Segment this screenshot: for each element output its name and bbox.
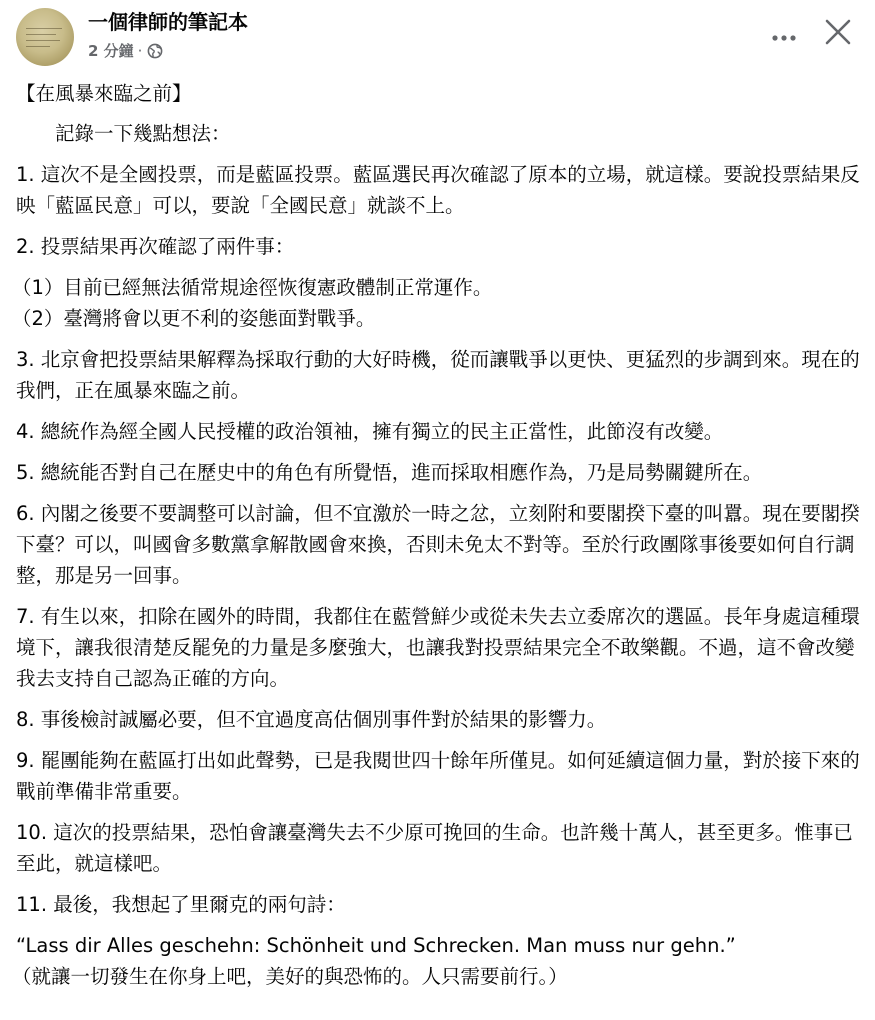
quote-german: “Lass dir Alles geschehn: Schönheit und Schrecken. Man muss nur gehn.”	[16, 934, 736, 957]
quote-translation: （就讓一切發生在你身上吧，美好的與恐怖的。人只需要前行。）	[12, 965, 568, 988]
more-options-button[interactable]	[766, 18, 802, 54]
paragraph-3: 3. 北京會把投票結果解釋為採取行動的大好時機，從而讓戰爭以更快、更猛烈的步調到來。現在的我們，正在風暴來臨之前。	[16, 348, 860, 402]
more-horizontal-icon	[770, 27, 798, 46]
paragraph-8: 8. 事後檢討誠屬必要，但不宜過度高估個別事件對於結果的影響力。	[16, 708, 607, 731]
close-icon	[825, 19, 851, 49]
paragraph-4: 4. 總統作為經全國人民授權的政治領袖，擁有獨立的民主正當性，此節沒有改變。	[16, 420, 724, 443]
paragraph-2: 2. 投票結果再次確認了兩件事：	[16, 235, 295, 258]
paragraph-2-item-1: （1）目前已經無法循常規途徑恢復憲政體制正常運作。	[12, 276, 493, 299]
post-title: 【在風暴來臨之前】	[16, 82, 192, 105]
post-intro: 記錄一下幾點想法：	[16, 122, 231, 145]
close-button[interactable]	[818, 14, 858, 54]
paragraph-7: 7. 有生以來，扣除在國外的時間，我都住在藍營鮮少或從未失去立委席次的選區。長年身處這種環境下，讓我很清楚反罷免的力量是多麼強大，也讓我對投票結果完全不敢樂觀。不過，這不會改變我去支持自己認為正確的方向。	[16, 605, 860, 690]
globe-icon[interactable]	[147, 43, 163, 59]
paragraph-10: 10. 這次的投票結果，恐怕會讓臺灣失去不少原可挽回的生命。也許幾十萬人，甚至更多。惟事已至此，就這樣吧。	[16, 821, 853, 875]
author-name[interactable]: 一個律師的筆記本	[88, 10, 248, 34]
paragraph-11: 11. 最後，我想起了里爾克的兩句詩：	[16, 893, 346, 916]
post-meta	[88, 40, 163, 62]
paragraph-2-item-2: （2）臺灣將會以更不利的姿態面對戰爭。	[12, 307, 376, 330]
post-content	[12, 78, 866, 992]
paragraph-1: 1. 這次不是全國投票，而是藍區投票。藍區選民再次確認了原本的立場，就這樣。要說投票結果反映「藍區民意」可以，要說「全國民意」就談不上。	[16, 163, 860, 217]
meta-separator: ·	[137, 42, 143, 60]
paragraph-6: 6. 內閣之後要不要調整可以討論，但不宜激於一時之忿，立刻附和要閣揆下臺的叫囂。現在要閣揆下臺？可以，叫國會多數黨拿解散國會來換，否則未免太不對等。至於行政團隊事後要如何自行調整，那是另一回事。	[16, 502, 860, 587]
post-header	[0, 0, 875, 70]
paragraph-5: 5. 總統能否對自己在歷史中的角色有所覺悟，進而採取相應作為，乃是局勢關鍵所在。	[16, 461, 763, 484]
avatar[interactable]	[16, 8, 74, 66]
post-timestamp[interactable]: 2 分鐘	[88, 42, 134, 60]
paragraph-9: 9. 罷團能夠在藍區打出如此聲勢，已是我閱世四十餘年所僅見。如何延續這個力量，對於接下來的戰前準備非常重要。	[16, 749, 860, 803]
